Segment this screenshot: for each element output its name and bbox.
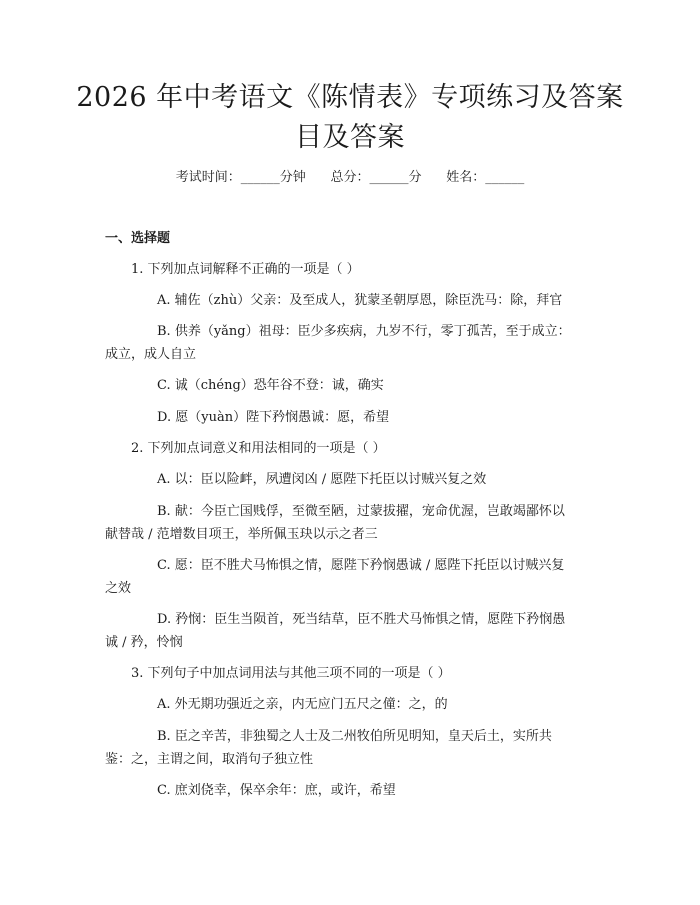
question-3-option-a: A. 外无期功强近之亲，内无应门五尺之僮：之，的: [157, 697, 448, 712]
title-line-1: 2026 年中考语文《陈情表》专项练习及答案: [76, 82, 624, 113]
question-3-option-b-continued: 鉴：之，主谓之间，取消句子独立性: [105, 752, 314, 767]
question-2-option-c: C. 愿：臣不胜犬马怖惧之情，愿陛下矜悯愚诚 / 愿陛下托臣以讨贼兴复: [157, 558, 565, 573]
document-title: [60, 78, 640, 158]
question-1-option-c: C. 诚（chéng）恐年谷不登：诚，确实: [157, 378, 384, 393]
question-2-option-d-continued: 诚 / 矜，怜悯: [105, 635, 183, 650]
question-1-option-a: A. 辅佐（zhù）父亲：及至成人，犹蒙圣朝厚恩，除臣洗马：除，拜官: [157, 293, 563, 308]
exam-meta-line: 考试时间：______分钟 总分：______分 姓名：______: [175, 170, 525, 185]
question-2-stem: 2. 下列加点词意义和用法相同的一项是（ ）: [131, 441, 386, 456]
question-1-option-d: D. 愿（yuàn）陛下矜悯愚诚：愿，希望: [157, 410, 390, 425]
question-2-option-b: B. 献：今臣亡国贱俘，至微至陋，过蒙拔擢，宠命优渥，岂敢竭鄙怀以: [157, 504, 565, 519]
question-3-option-b: B. 臣之辛苦，非独蜀之人士及二州牧伯所见明知，皇天后土，实所共: [157, 729, 552, 744]
question-1-option-b-continued: 成立，成人自立: [105, 347, 197, 362]
question-2-option-c-continued: 之效: [105, 581, 132, 596]
question-3-stem: 3. 下列句子中加点词用法与其他三项不同的一项是（ ）: [131, 666, 451, 681]
section-heading: 一、选择题: [105, 231, 171, 246]
question-1-option-b: B. 供养（yǎng）祖母：臣少多疾病，九岁不行，零丁孤苦，至于成立：: [157, 324, 571, 339]
question-3-option-c: C. 庶刘侥幸，保卒余年：庶，或许，希望: [157, 783, 396, 798]
question-2-option-a: A. 以：臣以险衅，夙遭闵凶 / 愿陛下托臣以讨贼兴复之效: [157, 472, 487, 487]
question-2-option-b-continued: 献替哉 / 范增数目项王，举所佩玉玦以示之者三: [105, 527, 378, 542]
question-1-stem: 1. 下列加点词解释不正确的一项是（ ）: [131, 262, 360, 277]
question-2-option-d: D. 矜悯：臣生当陨首，死当结草，臣不胜犬马怖惧之情，愿陛下矜悯愚: [157, 612, 566, 627]
title-line-2: 目及答案: [295, 122, 405, 153]
